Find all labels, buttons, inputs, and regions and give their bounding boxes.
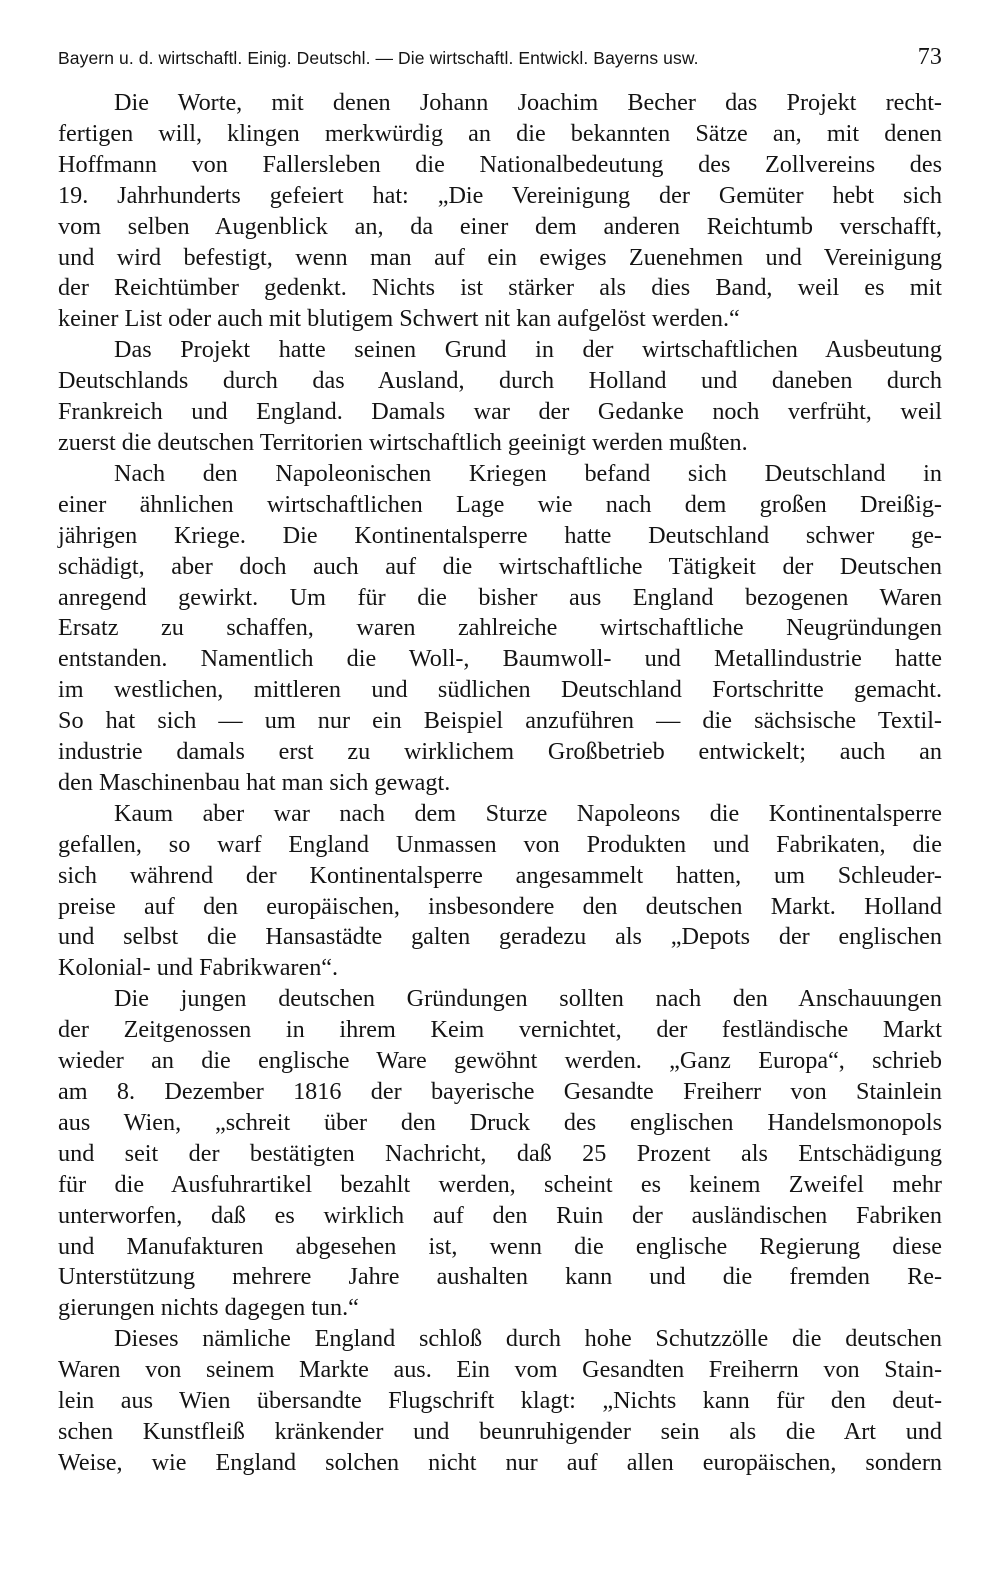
- text-line: gefallen, so warf England Unmassen von Produkten und Fabrikaten, die: [58, 830, 942, 858]
- text-line: und wird befestigt, wenn man auf ein ewiges Zuenehmen und Vereinigung: [58, 243, 942, 271]
- paragraph: [58, 335, 942, 459]
- text-line: den Maschinenbau hat man sich gewagt.: [58, 768, 451, 796]
- paragraph: [58, 1324, 942, 1479]
- text-line: 19. Jahrhunderts gefeiert hat: „Die Vereinigung der Gemüter hebt sich: [58, 181, 942, 209]
- text-line: Frankreich und England. Damals war der Gedanke noch verfrüht, weil: [58, 398, 942, 426]
- paragraph: [58, 799, 942, 984]
- text-line: am 8. Dezember 1816 der bayerische Gesandte Freiherr von Stainlein: [58, 1078, 942, 1105]
- book-page: [58, 44, 942, 1479]
- text-line: entstanden. Namentlich die Woll-, Baumwoll- und Metallindustrie hatte: [58, 645, 942, 673]
- text-line: Unterstützung mehrere Jahre aushalten kann und die fremden Re-: [58, 1263, 942, 1291]
- body-text: [58, 88, 942, 1479]
- text-line: sich während der Kontinentalsperre angesammelt hatten, um Schleuder-: [58, 861, 942, 889]
- text-line: schädigt, aber doch auch auf die wirtschaftliche Tätigkeit der Deutschen: [58, 552, 942, 580]
- text-line: Deutschlands durch das Ausland, durch Holland und daneben durch: [58, 367, 942, 395]
- text-line: der Zeitgenossen in ihrem Keim vernichtet, der festländische Markt: [58, 1016, 942, 1044]
- text-line: So hat sich — um nur ein Beispiel anzuführen — die sächsische Textil-: [58, 707, 942, 735]
- text-line: Ersatz zu schaffen, waren zahlreiche wirtschaftliche Neugründungen: [58, 614, 942, 642]
- text-line: Weise, wie England solchen nicht nur auf allen europäischen, sondern: [58, 1448, 942, 1476]
- text-line: und Manufakturen abgesehen ist, wenn die englische Regierung diese: [58, 1232, 942, 1260]
- text-line: unterworfen, daß es wirklich auf den Ruin der ausländischen Fabriken: [58, 1201, 942, 1229]
- text-line: lein aus Wien übersandte Flugschrift klagt: „Nichts kann für den deut-: [58, 1387, 942, 1415]
- text-line: Die jungen deutschen Gründungen sollten nach den Anschauungen: [114, 985, 942, 1013]
- text-line: vom selben Augenblick an, da einer dem anderen Reichtumb verschafft,: [58, 212, 942, 240]
- text-line: Hoffmann von Fallersleben die Nationalbedeutung des Zollvereins des: [58, 150, 942, 178]
- text-line: Waren von seinem Markte aus. Ein vom Gesandten Freiherrn von Stain-: [58, 1356, 942, 1384]
- text-line: Das Projekt hatte seinen Grund in der wirtschaftlichen Ausbeutung: [114, 336, 942, 364]
- text-line: der Reichtümber gedenkt. Nichts ist stärker als dies Band, weil es mit: [58, 274, 942, 302]
- text-line: schen Kunstfleiß kränkender und beunruhigender sein als die Art und: [58, 1417, 942, 1445]
- text-line: und seit der bestätigten Nachricht, daß 25 Prozent als Entschädigung: [58, 1139, 942, 1167]
- text-line: gierungen nichts dagegen tun.“: [58, 1294, 359, 1322]
- text-line: keiner List oder auch mit blutigem Schwert nit kan aufgelöst werden.“: [58, 305, 740, 333]
- text-line: fertigen will, klingen merkwürdig an die bekannten Sätze an, mit denen: [58, 119, 942, 147]
- text-line: Nach den Napoleonischen Kriegen befand sich Deutschland in: [114, 459, 942, 487]
- running-title: Bayern u. d. wirtschaftl. Einig. Deutschl. — Die wirtschaftl. Entwickl. Bayerns usw.: [58, 48, 699, 68]
- text-line: aus Wien, „schreit über den Druck des englischen Handelsmonopols: [58, 1108, 942, 1136]
- text-line: jährigen Kriege. Die Kontinentalsperre hatte Deutschland schwer ge-: [58, 521, 942, 549]
- text-line: anregend gewirkt. Um für die bisher aus England bezogenen Waren: [58, 583, 942, 611]
- page-number: 73: [917, 44, 942, 70]
- text-line: Kolonial- und Fabrikwaren“.: [58, 954, 339, 982]
- paragraph: [58, 984, 942, 1324]
- text-line: Kaum aber war nach dem Sturze Napoleons die Kontinentalsperre: [114, 799, 942, 827]
- text-line: wieder an die englische Ware gewöhnt werden. „Ganz Europa“, schrieb: [58, 1047, 942, 1075]
- text-line: industrie damals erst zu wirklichem Großbetrieb entwickelt; auch an: [58, 738, 942, 766]
- paragraph: [58, 88, 942, 335]
- text-line: und selbst die Hansastädte galten geradezu als „Depots der englischen: [58, 923, 942, 951]
- paragraph: [58, 459, 942, 799]
- text-line: einer ähnlichen wirtschaftlichen Lage wie nach dem großen Dreißig-: [58, 490, 942, 518]
- text-line: preise auf den europäischen, insbesondere den deutschen Markt. Holland: [58, 892, 942, 920]
- text-line: Die Worte, mit denen Johann Joachim Becher das Projekt recht-: [114, 89, 942, 116]
- running-head: [58, 44, 942, 76]
- text-line: im westlichen, mittleren und südlichen Deutschland Fortschritte gemacht.: [58, 676, 942, 704]
- text-line: für die Ausfuhrartikel bezahlt werden, scheint es keinem Zweifel mehr: [58, 1170, 942, 1198]
- text-line: zuerst die deutschen Territorien wirtschaftlich geeinigt werden mußten.: [58, 428, 748, 456]
- text-line: Dieses nämliche England schloß durch hohe Schutzzölle die deutschen: [114, 1325, 942, 1353]
